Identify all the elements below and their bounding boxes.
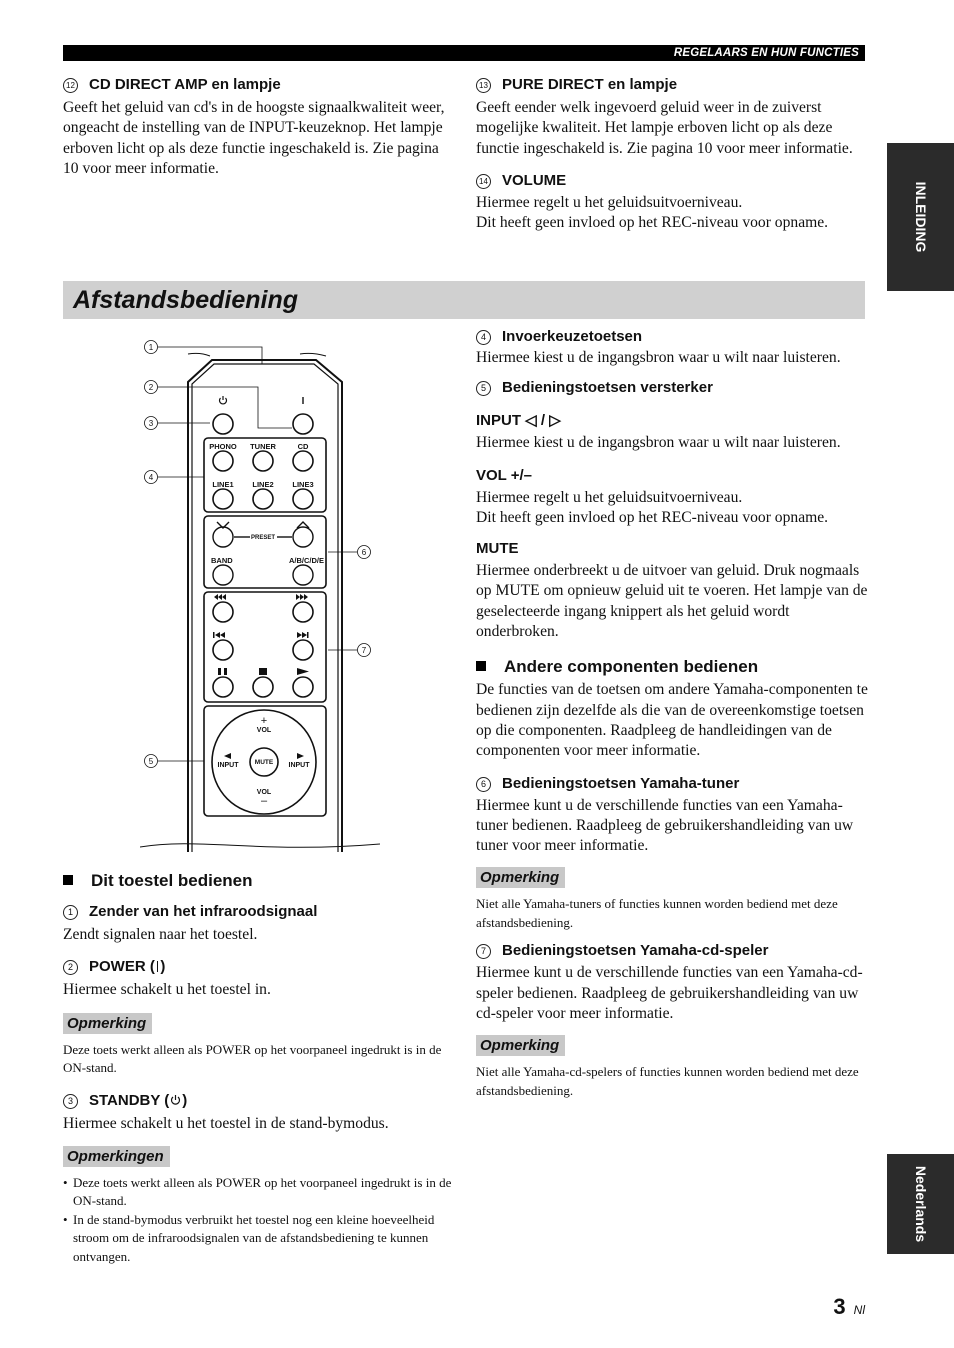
mute-heading: MUTE [476, 540, 519, 558]
item-4-title: Invoerkeuzetoetsen [502, 328, 643, 345]
note-2-label: Opmerkingen [63, 1146, 170, 1167]
side-tab-nederlands-label: Nederlands [912, 1165, 929, 1243]
stop-icon [259, 668, 267, 675]
dit-toestel-heading-text: Dit toestel bedienen [91, 871, 253, 890]
item-5-heading [476, 378, 868, 397]
callout-14: 14 [476, 174, 491, 189]
item-4-heading [476, 327, 868, 346]
item-1-heading [63, 902, 455, 921]
page-number: 3 [833, 1294, 846, 1319]
label-abcde: A/B/C/D/E [288, 556, 324, 565]
rewind-button [213, 602, 233, 622]
side-tab-inleiding-label: INLEIDING [912, 181, 929, 253]
label-line3: LINE3 [292, 480, 314, 489]
item-7-heading [476, 941, 868, 960]
header-bar [63, 45, 865, 61]
play-button [293, 677, 313, 697]
callout-7: 7 [361, 646, 367, 655]
callout-6: 6 [361, 548, 367, 557]
callout-1-text: 1 [63, 905, 78, 920]
item-1-title: Zender van het infraroodsignaal [89, 903, 318, 920]
vol-down-label: VOL [256, 789, 272, 796]
side-tab-nederlands [887, 1154, 954, 1254]
item-2-text: Hiermee schakelt u het toestel in. [63, 981, 271, 999]
vol-line1: Hiermee regelt u het geluidsuitvoerniveau. [476, 488, 743, 506]
mute-text: Hiermee onderbreekt u de uitvoer van geluid. Druk nogmaals op MUTE om opnieuw geluid uit te voeren. Het lampje van de geselecteerde ingang knippert als het geluid wordt onderbroken. [476, 562, 868, 641]
mute-label: MUTE [254, 759, 274, 766]
note-1 [63, 1013, 455, 1078]
left-column [63, 870, 455, 1266]
item-14-line2: Dit heeft geen invloed op het REC-niveau voor opname. [476, 214, 829, 232]
preset-up-button [293, 527, 313, 547]
item-2-title: POWER ( [89, 958, 155, 976]
callout-3: 3 [148, 419, 154, 428]
input-heading [476, 411, 868, 430]
item-3-title: STANDBY ( [89, 1091, 170, 1109]
item-6-heading [476, 774, 868, 793]
standby-icon [220, 396, 227, 404]
callout-4: 4 [148, 473, 154, 482]
item-14-line1: Hiermee regelt u het geluidsuitvoerniveau. [476, 193, 743, 211]
item-14-title: VOLUME [502, 171, 567, 189]
andere-heading [476, 656, 868, 678]
note-1-text: Deze toets werkt alleen als POWER op het voorpaneel ingedrukt is in de ON-stand. [63, 1041, 442, 1076]
item-5-title: Bedieningstoetsen versterker [502, 379, 713, 397]
standby-button [213, 414, 233, 434]
note-7-label: Opmerking [476, 1035, 565, 1056]
page-number-block [833, 1294, 865, 1320]
callout-5: 5 [148, 757, 154, 766]
input-text: Hiermee kiest u de ingangsbron waar u wilt naar luisteren. [476, 434, 841, 452]
power-button [293, 414, 313, 434]
note-2 [63, 1146, 455, 1267]
item-6-text: Hiermee kunt u de verschillende functies van een Yamaha-tuner bedienen. Raadpleeg de gebruikershandleiding van uw tuner voor meer informatie. [476, 796, 854, 855]
abcde-button [293, 565, 313, 585]
note-2-item: • In de stand-bymodus verbruikt het toestel nog een kleine hoeveelheid stroom om de infraroodsignalen van de afstandsbediening te kunnen ontvangen. [73, 1211, 455, 1267]
item-2-title-end: ) [160, 958, 166, 976]
cd-button [293, 451, 313, 471]
skip-forward-button [293, 640, 313, 660]
input-left-icon [224, 753, 231, 759]
label-tuner: TUNER [250, 442, 276, 451]
item-13-title: PURE DIRECT en lampje [502, 76, 678, 93]
square-bullet [63, 875, 73, 885]
phono-button [213, 451, 233, 471]
item-3-title-end: ) [182, 1091, 188, 1109]
side-tab-inleiding [887, 143, 954, 291]
play-icon [297, 668, 309, 675]
header-title: REGELAARS EN HUN FUNCTIES [673, 47, 859, 59]
label-band: BAND [211, 556, 233, 565]
callout-6-text: 6 [476, 777, 491, 792]
square-bullet [476, 661, 486, 671]
pause-icon [218, 668, 227, 675]
right-column [476, 327, 868, 1100]
skip-back-button [213, 640, 233, 660]
input-left-label: INPUT [217, 762, 239, 769]
band-button [213, 565, 233, 585]
input-arrows: ◁ / ▷ [525, 412, 561, 430]
input-title: INPUT [476, 412, 521, 430]
input-right-icon [297, 753, 304, 759]
stop-button [253, 677, 273, 697]
line2-button [253, 489, 273, 509]
item-2-heading [63, 957, 455, 976]
item-7-text: Hiermee kunt u de verschillende functies van een Yamaha-cd-speler bedienen. Raadpleeg de gebruikershandleiding van uw cd-speler voor meer informatie. [476, 964, 863, 1023]
item-13-text: Geeft eender welk ingevoerd geluid weer in de zuiverst mogelijke kwaliteit. Het lampje erboven licht op als deze functie ingeschakeld is. Zie pagina 10 voor meer informatie. [476, 99, 853, 157]
note-6-text: Niet alle Yamaha-tuners of functies kunnen worden bediend met deze afstandsbediening. [476, 896, 838, 930]
callout-3-text: 3 [63, 1094, 78, 1109]
callout-2: 2 [148, 383, 154, 392]
pause-button [213, 677, 233, 697]
item-12-text: Geeft het geluid van cd's in de hoogste signaalkwaliteit weer, ongeacht de instelling van de INPUT-keuzeknop. Het lampje erboven licht op als deze functie ingeschakeld is. Zie pagina 10 voor meer informatie. [63, 99, 445, 177]
vol-plus-label: + [260, 715, 268, 727]
vol-heading: VOL +/– [476, 466, 533, 484]
power-symbol-icon [157, 961, 159, 972]
note-2-item: • Deze toets werkt alleen als POWER op het voorpaneel ingedrukt is in de ON-stand. [73, 1174, 455, 1211]
note-7-text: Niet alle Yamaha-cd-spelers of functies kunnen worden bediend met deze afstandsbediening. [476, 1064, 859, 1098]
label-phono: PHONO [209, 442, 237, 451]
tuner-button [253, 451, 273, 471]
item-12-title: CD DIRECT AMP en lampje [89, 76, 281, 93]
rewind-icon [214, 594, 226, 600]
note-2-list [63, 1174, 455, 1267]
line3-button [293, 489, 313, 509]
remote-illustration [140, 332, 380, 857]
top-left-block [63, 75, 455, 179]
item-4-text: Hiermee kiest u de ingangsbron waar u wilt naar luisteren. [476, 349, 841, 366]
preset-down-button [213, 527, 233, 547]
remote-callouts [145, 341, 371, 768]
fast-forward-icon [296, 594, 308, 600]
note-6-label: Opmerking [476, 867, 565, 888]
callout-5-text: 5 [476, 381, 491, 396]
callout-12: 12 [63, 78, 78, 93]
item-6-title: Bedieningstoetsen Yamaha-tuner [502, 774, 740, 792]
item-13-heading [476, 75, 866, 94]
item-7-title: Bedieningstoetsen Yamaha-cd-speler [502, 942, 769, 960]
dit-toestel-heading [63, 870, 455, 892]
note-1-label: Opmerking [63, 1013, 152, 1034]
note-6 [476, 867, 868, 932]
item-14-heading [476, 171, 866, 190]
callout-1: 1 [148, 343, 154, 352]
item-1-text: Zendt signalen naar het toestel. [63, 926, 258, 943]
standby-symbol-icon [170, 1094, 181, 1106]
callout-13: 13 [476, 78, 491, 93]
callout-2-text: 2 [63, 960, 78, 975]
section-bar [63, 281, 865, 319]
andere-heading-text: Andere componenten bedienen [504, 657, 759, 677]
note-7 [476, 1035, 868, 1100]
skip-forward-icon [297, 632, 309, 638]
item-12-heading [63, 75, 455, 94]
section-title: Afstandsbediening [73, 286, 299, 314]
skip-back-icon [213, 632, 225, 638]
item-3-heading [63, 1091, 455, 1110]
label-cd: CD [297, 442, 309, 451]
label-line2: LINE2 [252, 480, 274, 489]
label-line1: LINE1 [212, 480, 234, 489]
item-3-text: Hiermee schakelt u het toestel in de stand-bymodus. [63, 1114, 389, 1132]
input-right-label: INPUT [288, 762, 310, 769]
vol-line2: Dit heeft geen invloed op het REC-niveau voor opname. [476, 508, 829, 526]
callout-7-text: 7 [476, 944, 491, 959]
line1-button [213, 489, 233, 509]
page-suffix: Nl [853, 1303, 865, 1317]
fast-forward-button [293, 602, 313, 622]
callout-4-text: 4 [476, 330, 491, 345]
andere-text: De functies van de toetsen om andere Yamaha-componenten te bedienen zijn dezelfde als die van de overeenkomstige toetsen op die componenten. Raadpleeg de handleidingen van de componenten voor meer informatie. [476, 681, 868, 760]
label-preset: PRESET [250, 535, 276, 541]
top-right-block [476, 75, 866, 233]
vol-up-label: VOL [256, 727, 272, 734]
vol-minus-label: – [260, 795, 268, 807]
